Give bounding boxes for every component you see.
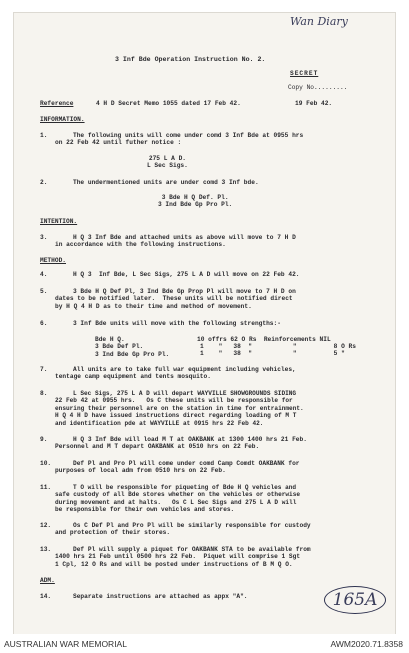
para-text: Separate instructions are attached as appx "A". — [73, 593, 248, 600]
para-text: L Sec Sigs, 275 L A D will depart WAYVILLE SHOWGROUNDS SIDING 22 Feb 42 at 0955 hrs. Os C these units will be responsible for ensuring their personnel are on the station in time for entrainment. H Q 4 H D have issued instructions direct regarding loading of M T and identification pde at WAYVILLE at 0915 hrs 22 Feb 42. — [55, 390, 304, 427]
para-text: H Q 3 Inf Bde and attached units as above will move to 7 H D in accordance with the following instructions. — [55, 234, 296, 249]
unit-list: 275 L A D. L Sec Sigs. — [147, 155, 188, 170]
folio-number: 165A — [332, 590, 378, 610]
heading-method: METHOD. — [40, 257, 66, 264]
reference-text: 4 H D Secret Memo 1055 dated 17 Feb 42. — [96, 100, 241, 107]
footer-institution: AUSTRALIAN WAR MEMORIAL — [4, 639, 127, 649]
para-number: 1. — [40, 132, 48, 139]
para-number: 8. — [40, 390, 48, 397]
folio-stamp — [324, 586, 386, 614]
para-number: 12. — [40, 522, 52, 529]
strengths-header: 10 offrs 62 O Rs Reinforcements NIL — [197, 336, 331, 343]
unit-list: 3 Bde H Q Def. Pl. 3 Ind Bde Gp Pro Pl. — [158, 194, 233, 209]
footer-accession: AWM2020.71.8358 — [330, 639, 403, 649]
para-text: H Q 3 Inf Bde, L Sec Sigs, 275 L A D will move on 22 Feb 42. — [73, 271, 300, 278]
strengths-values: 1 " 38 " " 8 O Rs 1 " 38 " " 5 " — [200, 343, 356, 358]
para-number: 9. — [40, 436, 48, 443]
para-text: 3 Inf Bde units will move with the following strengths:- — [73, 320, 281, 327]
para-number: 14. — [40, 593, 52, 600]
para-text: The undermentioned units are under comd 3 Inf bde. — [73, 179, 259, 186]
handwritten-signature: Wan Diary — [290, 15, 348, 28]
para-text: H Q 3 Inf Bde will load M T at OAKBANK at 1300 1400 hrs 21 Feb. Personnel and M T depart OAKBANK at 0510 hrs on 22 Feb. — [55, 436, 307, 451]
heading-information: INFORMATION. — [40, 116, 85, 123]
strengths-units: Bde H Q. 3 Bde Def Pl. 3 Ind Bde Gp Pro Pl. — [95, 336, 170, 358]
para-number: 10. — [40, 460, 52, 467]
classification-secret: SECRET — [290, 70, 319, 77]
para-number: 7. — [40, 366, 48, 373]
heading-adm: ADM. — [40, 577, 55, 584]
reference-date: 19 Feb 42. — [295, 100, 333, 107]
para-number: 2. — [40, 179, 48, 186]
para-text: T O will be responsible for piqueting of Bde H Q vehicles and safe custody of all Bde stores whether on the vehicles or otherwise during movement and at halts. Os C L Sec Sigs and 275 L A D will be responsible for their own vehicles and stores. — [55, 484, 301, 514]
para-number: 3. — [40, 234, 48, 241]
para-number: 11. — [40, 484, 52, 491]
para-text: Def Pl and Pro Pl will come under comd Camp Comdt OAKBANK for purposes of local adm from 0510 hrs on 22 Feb. — [55, 460, 300, 475]
heading-intention: INTENTION. — [40, 218, 78, 225]
para-number: 5. — [40, 288, 48, 295]
para-text: The following units will come under comd 3 Inf Bde at 0955 hrs on 22 Feb 42 until futher notice : — [55, 132, 304, 147]
para-text: All units are to take full war equipment including vehicles, tentage camp equipment and tents mosquito. — [55, 366, 296, 381]
reference-label: Reference — [40, 100, 74, 107]
document-title: 3 Inf Bde Operation Instruction No. 2. — [115, 56, 266, 63]
para-text: 3 Bde H Q Def Pl, 3 Ind Bde Gp Prop Pl will move to 7 H D on dates to be notified later. These units will be notified direct by H Q 4 H D as to their time and method of movement. — [55, 288, 296, 310]
para-number: 4. — [40, 271, 48, 278]
copy-number: Copy No......... — [288, 84, 348, 91]
para-text: Def Pl will supply a piquet for OAKBANK STA to be available from 1400 hrs 21 Feb until 0500 hrs 22 Feb. Piquet will comprise 1 Sgt 1 Cpl, 12 O Rs and will be posted under instructions of B M Q O. — [55, 546, 311, 568]
para-number: 6. — [40, 320, 48, 327]
archive-footer — [0, 634, 409, 653]
para-text: Os C Def Pl and Pro Pl will be similarly responsible for custody and protection of their stores. — [55, 522, 311, 537]
para-number: 13. — [40, 546, 52, 553]
